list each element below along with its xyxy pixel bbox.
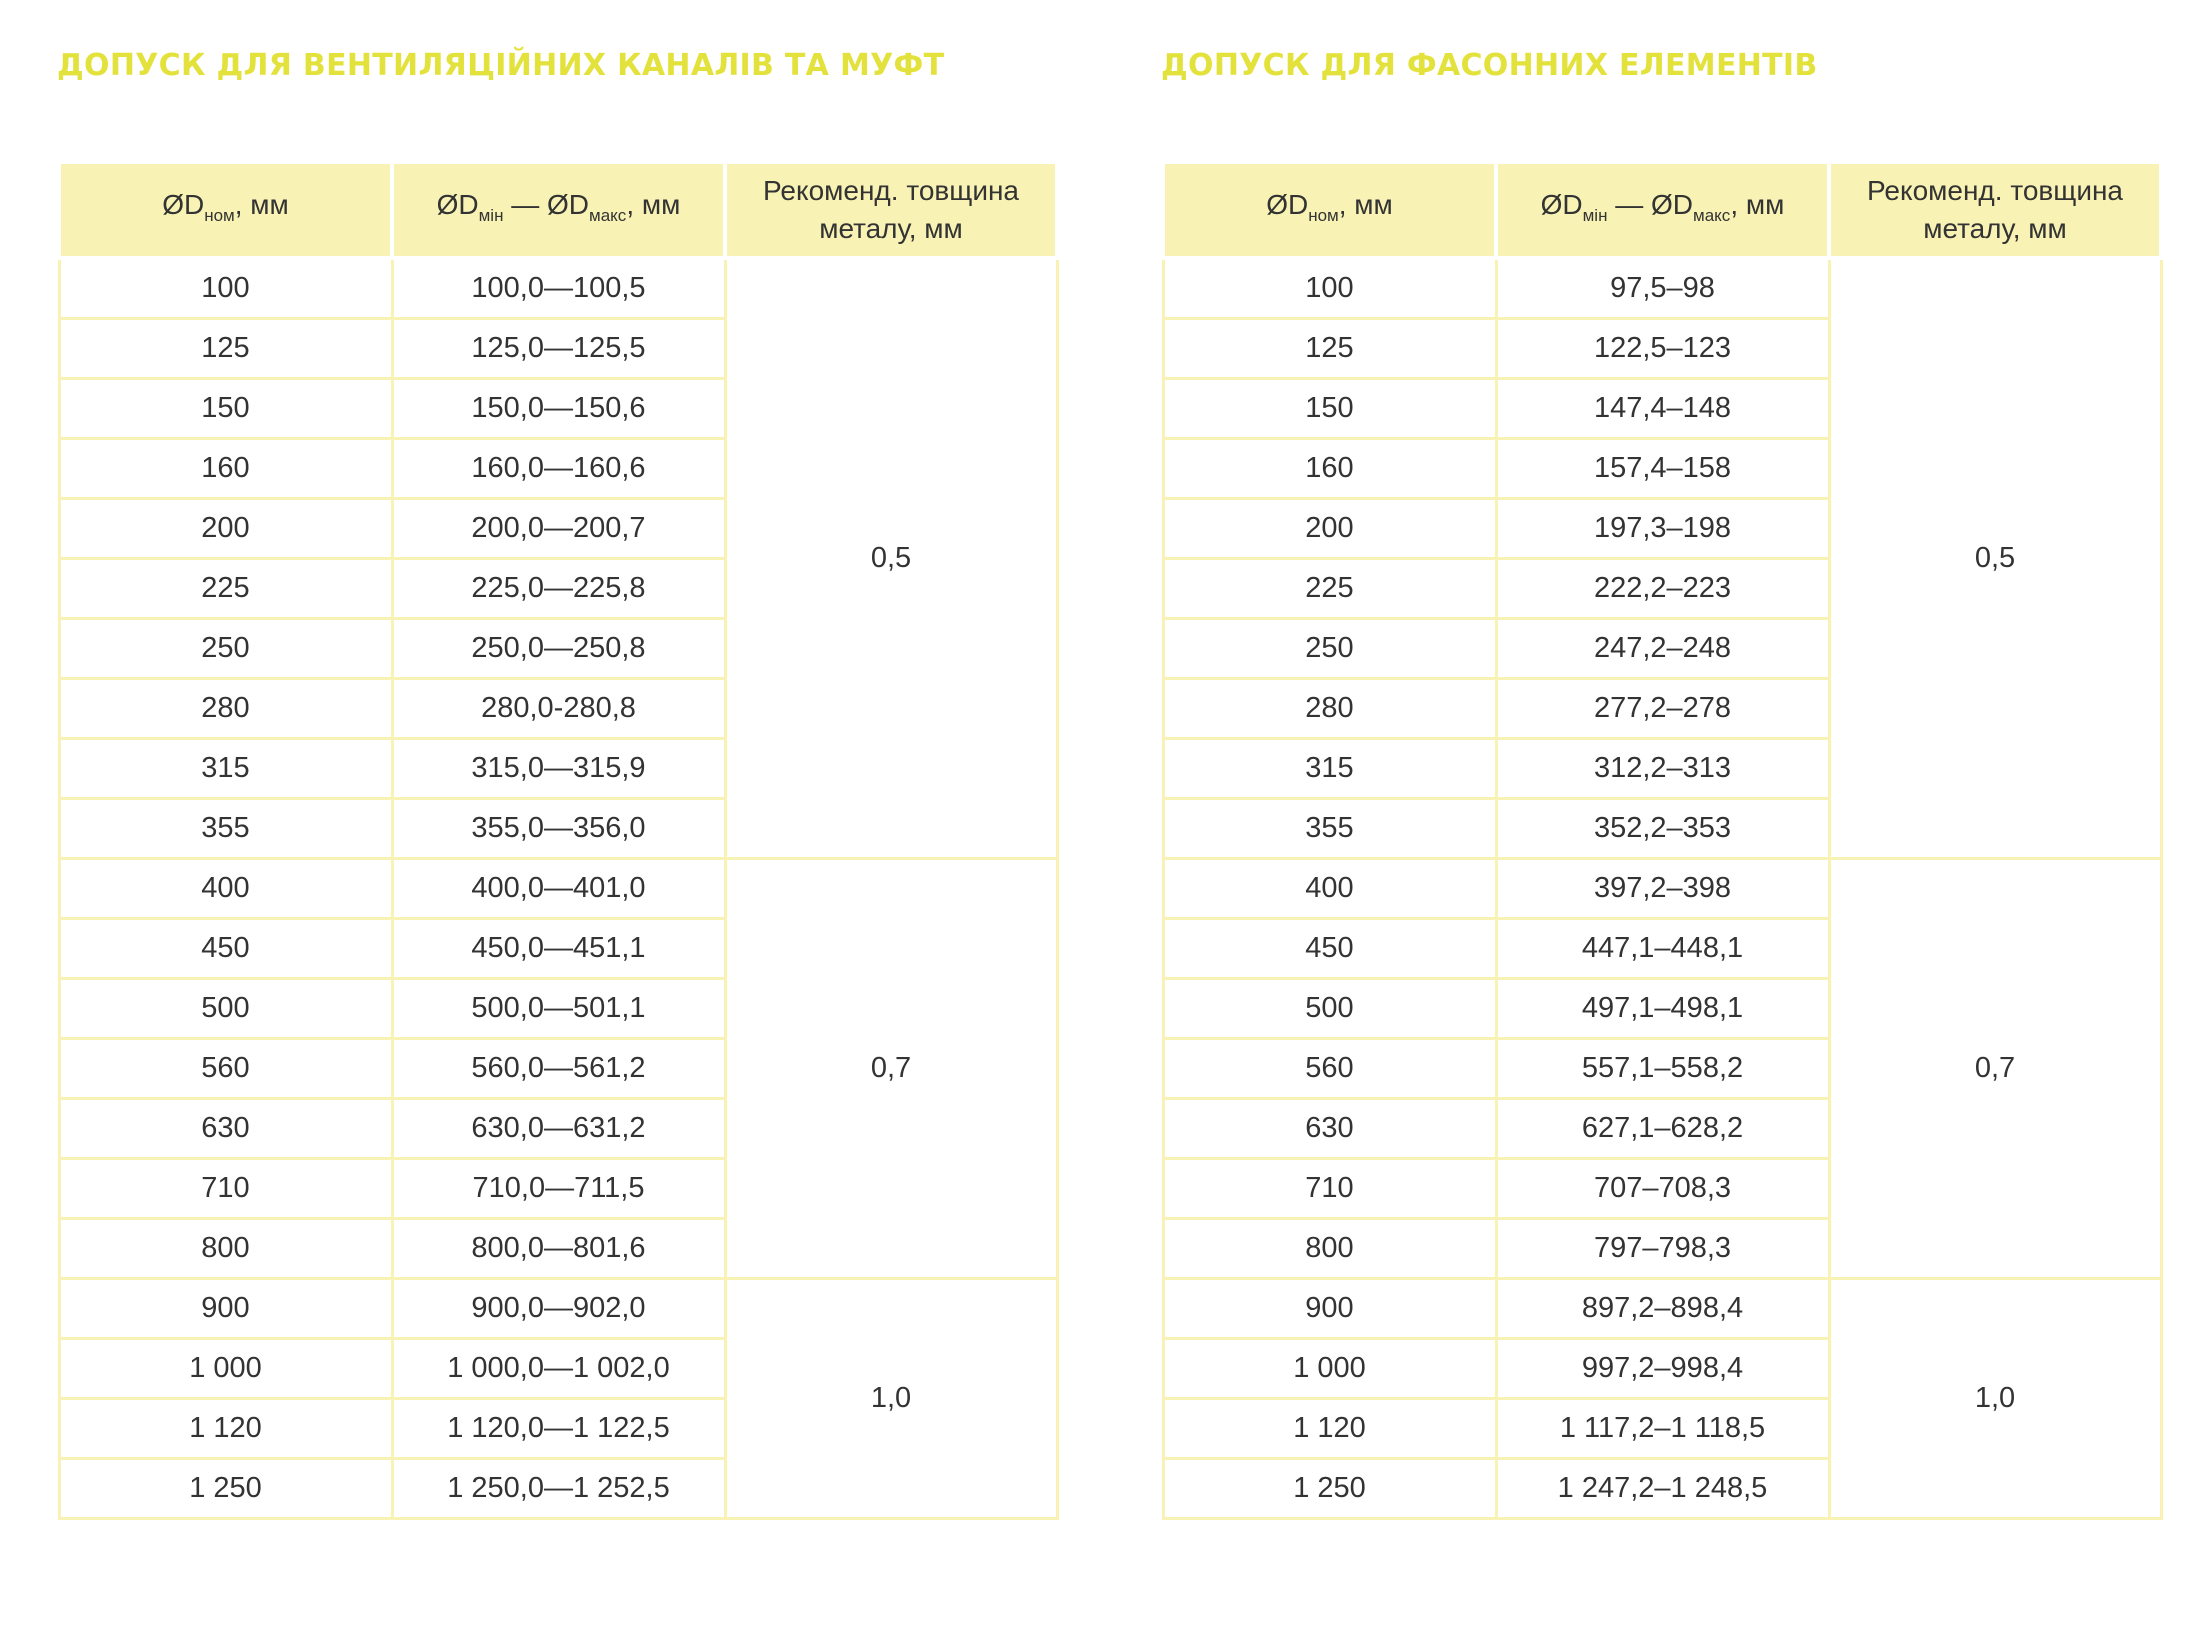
nominal-diameter-cell: 100 bbox=[1163, 258, 1496, 319]
diameter-range-cell: 247,2–248 bbox=[1496, 619, 1829, 679]
table-row bbox=[59, 859, 1057, 919]
diameter-range-cell: 1 250,0—1 252,5 bbox=[392, 1459, 725, 1519]
header-diameter-range: $ØD_{мін}$ — $ØD_{макс}$, мм bbox=[1496, 162, 1829, 258]
nominal-diameter-cell: 225 bbox=[59, 559, 392, 619]
diameter-range-cell: 397,2–398 bbox=[1496, 859, 1829, 919]
nominal-diameter-cell: 200 bbox=[59, 499, 392, 559]
diameter-range-cell: 157,4–158 bbox=[1496, 439, 1829, 499]
nominal-diameter-cell: 400 bbox=[1163, 859, 1496, 919]
table-row bbox=[1163, 859, 2161, 919]
nominal-diameter-cell: 315 bbox=[59, 739, 392, 799]
nominal-diameter-cell: 200 bbox=[1163, 499, 1496, 559]
header-nominal-diameter: $ØD_{ном}$, мм bbox=[59, 162, 392, 258]
diameter-range-cell: 447,1–448,1 bbox=[1496, 919, 1829, 979]
nominal-diameter-cell: 160 bbox=[1163, 439, 1496, 499]
diameter-range-cell: 897,2–898,4 bbox=[1496, 1279, 1829, 1339]
nominal-diameter-cell: 280 bbox=[1163, 679, 1496, 739]
diameter-range-cell: 707–708,3 bbox=[1496, 1159, 1829, 1219]
nominal-diameter-cell: 630 bbox=[1163, 1099, 1496, 1159]
header-metal-thickness: Рекоменд. товщина металу, мм bbox=[725, 162, 1057, 258]
nominal-diameter-cell: 355 bbox=[59, 799, 392, 859]
diameter-range-cell: 1 000,0—1 002,0 bbox=[392, 1339, 725, 1399]
ducts-tolerance-table bbox=[57, 160, 1059, 1520]
nominal-diameter-cell: 125 bbox=[59, 319, 392, 379]
diameter-range-cell: 147,4–148 bbox=[1496, 379, 1829, 439]
section-title: ДОПУСК ДЛЯ ВЕНТИЛЯЦІЙНИХ КАНАЛІВ ТА МУФТ bbox=[57, 48, 945, 83]
nominal-diameter-cell: 1 250 bbox=[1163, 1459, 1496, 1519]
nominal-diameter-cell: 100 bbox=[59, 258, 392, 319]
diameter-range-cell: 997,2–998,4 bbox=[1496, 1339, 1829, 1399]
diameter-range-cell: 797–798,3 bbox=[1496, 1219, 1829, 1279]
diameter-range-cell: 160,0—160,6 bbox=[392, 439, 725, 499]
table-row bbox=[1163, 258, 2161, 319]
nominal-diameter-cell: 1 000 bbox=[59, 1339, 392, 1399]
diameter-range-cell: 277,2–278 bbox=[1496, 679, 1829, 739]
table-header-row bbox=[59, 162, 1057, 258]
diameter-range-cell: 122,5–123 bbox=[1496, 319, 1829, 379]
diameter-range-cell: 1 120,0—1 122,5 bbox=[392, 1399, 725, 1459]
diameter-range-cell: 900,0—902,0 bbox=[392, 1279, 725, 1339]
diameter-range-cell: 450,0—451,1 bbox=[392, 919, 725, 979]
nominal-diameter-cell: 900 bbox=[59, 1279, 392, 1339]
nominal-diameter-cell: 1 000 bbox=[1163, 1339, 1496, 1399]
diameter-range-cell: 315,0—315,9 bbox=[392, 739, 725, 799]
diameter-range-cell: 150,0—150,6 bbox=[392, 379, 725, 439]
nominal-diameter-cell: 315 bbox=[1163, 739, 1496, 799]
metal-thickness-cell: 1,0 bbox=[1829, 1279, 2161, 1519]
diameter-range-cell: 400,0—401,0 bbox=[392, 859, 725, 919]
diameter-range-cell: 355,0—356,0 bbox=[392, 799, 725, 859]
diameter-range-cell: 222,2–223 bbox=[1496, 559, 1829, 619]
nominal-diameter-cell: 900 bbox=[1163, 1279, 1496, 1339]
diameter-range-cell: 280,0-280,8 bbox=[392, 679, 725, 739]
diameter-range-cell: 1 247,2–1 248,5 bbox=[1496, 1459, 1829, 1519]
diameter-range-cell: 710,0—711,5 bbox=[392, 1159, 725, 1219]
nominal-diameter-cell: 1 120 bbox=[59, 1399, 392, 1459]
nominal-diameter-cell: 1 250 bbox=[59, 1459, 392, 1519]
nominal-diameter-cell: 150 bbox=[1163, 379, 1496, 439]
diameter-range-cell: 630,0—631,2 bbox=[392, 1099, 725, 1159]
diameter-range-cell: 97,5–98 bbox=[1496, 258, 1829, 319]
diameter-range-cell: 125,0—125,5 bbox=[392, 319, 725, 379]
nominal-diameter-cell: 160 bbox=[59, 439, 392, 499]
header-nominal-diameter: $ØD_{ном}$, мм bbox=[1163, 162, 1496, 258]
nominal-diameter-cell: 450 bbox=[59, 919, 392, 979]
diameter-range-cell: 800,0—801,6 bbox=[392, 1219, 725, 1279]
nominal-diameter-cell: 560 bbox=[59, 1039, 392, 1099]
nominal-diameter-cell: 710 bbox=[1163, 1159, 1496, 1219]
metal-thickness-cell: 0,5 bbox=[1829, 258, 2161, 859]
nominal-diameter-cell: 500 bbox=[1163, 979, 1496, 1039]
nominal-diameter-cell: 225 bbox=[1163, 559, 1496, 619]
nominal-diameter-cell: 150 bbox=[59, 379, 392, 439]
nominal-diameter-cell: 500 bbox=[59, 979, 392, 1039]
table-row bbox=[59, 1279, 1057, 1339]
diameter-range-cell: 100,0—100,5 bbox=[392, 258, 725, 319]
nominal-diameter-cell: 280 bbox=[59, 679, 392, 739]
nominal-diameter-cell: 250 bbox=[1163, 619, 1496, 679]
header-diameter-range: $ØD_{мін}$ — $ØD_{макс}$, мм bbox=[392, 162, 725, 258]
nominal-diameter-cell: 800 bbox=[59, 1219, 392, 1279]
nominal-diameter-cell: 1 120 bbox=[1163, 1399, 1496, 1459]
nominal-diameter-cell: 560 bbox=[1163, 1039, 1496, 1099]
diameter-range-cell: 352,2–353 bbox=[1496, 799, 1829, 859]
nominal-diameter-cell: 400 bbox=[59, 859, 392, 919]
diameter-range-cell: 560,0—561,2 bbox=[392, 1039, 725, 1099]
nominal-diameter-cell: 125 bbox=[1163, 319, 1496, 379]
metal-thickness-cell: 0,7 bbox=[725, 859, 1057, 1279]
diameter-range-cell: 627,1–628,2 bbox=[1496, 1099, 1829, 1159]
diameter-range-cell: 557,1–558,2 bbox=[1496, 1039, 1829, 1099]
diameter-range-cell: 225,0—225,8 bbox=[392, 559, 725, 619]
metal-thickness-cell: 0,5 bbox=[725, 258, 1057, 859]
diameter-range-cell: 200,0—200,7 bbox=[392, 499, 725, 559]
nominal-diameter-cell: 630 bbox=[59, 1099, 392, 1159]
table-header-row bbox=[1163, 162, 2161, 258]
nominal-diameter-cell: 800 bbox=[1163, 1219, 1496, 1279]
diameter-range-cell: 312,2–313 bbox=[1496, 739, 1829, 799]
section-title: ДОПУСК ДЛЯ ФАСОННИХ ЕЛЕМЕНТІВ bbox=[1161, 48, 1818, 83]
diameter-range-cell: 1 117,2–1 118,5 bbox=[1496, 1399, 1829, 1459]
nominal-diameter-cell: 450 bbox=[1163, 919, 1496, 979]
nominal-diameter-cell: 355 bbox=[1163, 799, 1496, 859]
table-row bbox=[59, 258, 1057, 319]
diameter-range-cell: 197,3–198 bbox=[1496, 499, 1829, 559]
metal-thickness-cell: 1,0 bbox=[725, 1279, 1057, 1519]
table-row bbox=[1163, 1279, 2161, 1339]
diameter-range-cell: 250,0—250,8 bbox=[392, 619, 725, 679]
nominal-diameter-cell: 250 bbox=[59, 619, 392, 679]
diameter-range-cell: 500,0—501,1 bbox=[392, 979, 725, 1039]
metal-thickness-cell: 0,7 bbox=[1829, 859, 2161, 1279]
nominal-diameter-cell: 710 bbox=[59, 1159, 392, 1219]
diameter-range-cell: 497,1–498,1 bbox=[1496, 979, 1829, 1039]
header-metal-thickness: Рекоменд. товщина металу, мм bbox=[1829, 162, 2161, 258]
fittings-tolerance-table bbox=[1161, 160, 2163, 1520]
